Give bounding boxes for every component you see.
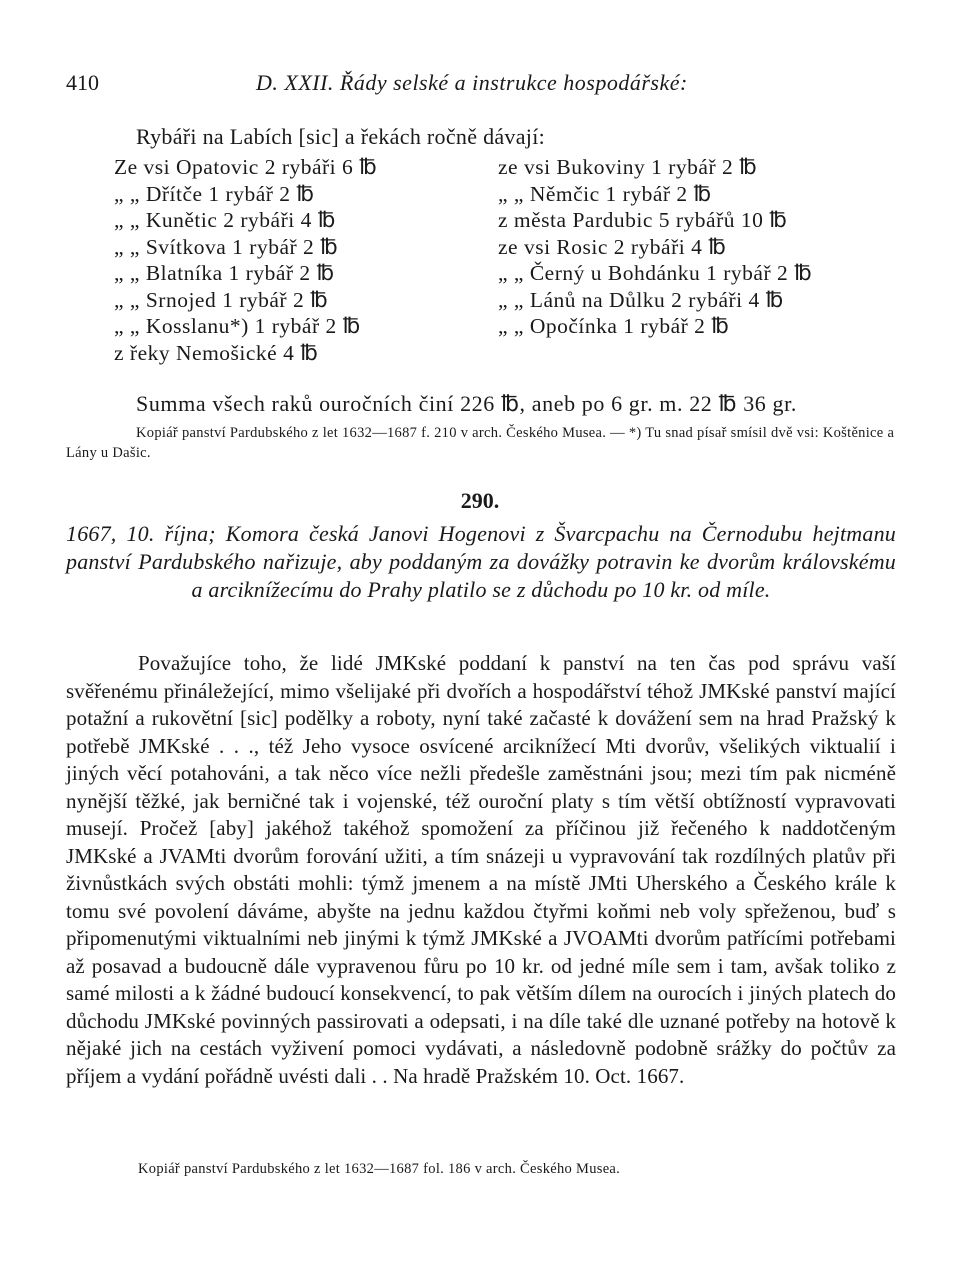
fish-entry-right: „ „ Opočínka 1 rybář 2 ℔ <box>498 314 730 338</box>
list-item <box>114 314 914 341</box>
fish-entry-left: „ „ Svítkova 1 rybář 2 ℔ <box>114 234 339 259</box>
list-item <box>114 341 914 368</box>
source-note-1: Kopiář panství Pardubského z let 1632—1687 f. 210 v arch. Českého Musea. — *) Tu snad písař smísil dvě vsi: Koštěnice a Lány u Dašic. <box>66 425 895 461</box>
fish-entry-right: z města Pardubic 5 rybářů 10 ℔ <box>498 208 788 232</box>
list-item <box>114 208 914 235</box>
fish-entry-right: „ „ Němčic 1 rybář 2 ℔ <box>498 181 712 206</box>
document-number: 290. <box>460 488 500 513</box>
list-item <box>114 261 914 288</box>
regest-summary: 1667, 10. října; Komora česká Janovi Hogenovi z Švarcpachu na Černodubu hejtmanu panství Pardubského nařizuje, aby poddaným za dovážky potravin ke dvorům královskému a arciknížecímu do Prahy platilo se z důchodu po 10 kr. od míle. <box>66 521 896 602</box>
fish-entry-left: Ze vsi Opatovic 2 rybáři 6 ℔ <box>114 155 378 179</box>
page-number: 410 <box>66 70 99 95</box>
running-title: D. XXII. Řády selské a instrukce hospodářské: <box>256 70 688 95</box>
fish-entry-left: z řeky Nemošické 4 ℔ <box>114 340 319 365</box>
fish-entry-left: „ „ Kunětic 2 rybáři 4 ℔ <box>114 208 336 232</box>
list-item <box>114 235 914 262</box>
fish-entry-left: „ „ Kosslanu*) 1 rybář 2 ℔ <box>114 314 361 338</box>
document-body: Považujíce toho, že lidé JMKské poddaní k panství na ten čas pod správu vaší svěřenému přináležející, mimo všelijaké při dvořích a hospodářství téhož JMKské panství mající potažní a rukovětní [sic] podělky a roboty, nyní také začasté k dovážení sem na hrad Pražský k potřebě JMKské . . ., též Jeho vysoce osvícené arciknížecí Mti dvorův, všelikých viktualií i jiných věcí potahováni, a tak něco více nežli předešle zaměstnáni jsou; mezi tím pak nicméně nynější těžké, jak berničné tak i vojenské, též ouroční platy s tím větší obtížností vypravovati musejí. Pročež [aby] jakéhož takéhož spomožení za příčinou již řečeného k naddotčeným JMKské a JVAMti dvorům forování užiti, a tím snázeji u vypravování tak rozdílných platův při živnůstkách svých obstáti mohli: týmž jmenem a na místě JMti Uherského a Českého krále k tomu své povolení dáváme, abyšte na jednu každou čtyřmi koňmi neb voly spřeženou, buď s připomenutými viktualními neb jinými k týmž JMKské a JVOAMti dvorům patřícími potřebami až posavad a budoucně dále vypravenou fůru po 10 kr. od jedné míle sem i tam, avšak toliko z samé milosti a k žádné budoucí konsekvencí, to pak větším dílem na ourocích i jiných platech do důchodu JMKské povinných passirovati a odepsati, i na díle také dle uznané potřeby na hotově k nějaké jich na cestách vyživení pomoci vydávati, a následovně podobně srážky do počtův za příjem a vydání pořádně uvésti dali . . Na hradě Pražském 10. Oct. 1667. <box>66 651 896 1088</box>
list-intro: Rybáři na Labích [sic] a řekách ročně dávají: <box>136 124 546 149</box>
fishermen-list <box>114 155 914 367</box>
fish-entry-right: „ „ Lánů na Důlku 2 rybáři 4 ℔ <box>498 287 784 312</box>
list-item <box>114 182 914 209</box>
fish-entry-right: ze vsi Rosic 2 rybáři 4 ℔ <box>498 234 727 259</box>
fish-entry-right: ze vsi Bukoviny 1 rybář 2 ℔ <box>498 155 758 179</box>
fish-entry-right: „ „ Černý u Bohdánku 1 rybář 2 ℔ <box>498 261 813 285</box>
fish-entry-left: „ „ Srnojed 1 rybář 2 ℔ <box>114 287 329 312</box>
fish-entry-left: „ „ Blatníka 1 rybář 2 ℔ <box>114 261 335 285</box>
fish-entry-left: „ „ Dřítče 1 rybář 2 ℔ <box>114 181 315 206</box>
source-note-2: Kopiář panství Pardubského z let 1632—1687 fol. 186 v arch. Českého Musea. <box>138 1161 621 1177</box>
page-header <box>66 70 896 106</box>
summa-line: Summa všech raků ouročních činí 226 ℔, aneb po 6 gr. m. 22 ℔ 36 gr. <box>136 391 797 416</box>
list-item <box>114 288 914 315</box>
list-item <box>114 155 914 182</box>
